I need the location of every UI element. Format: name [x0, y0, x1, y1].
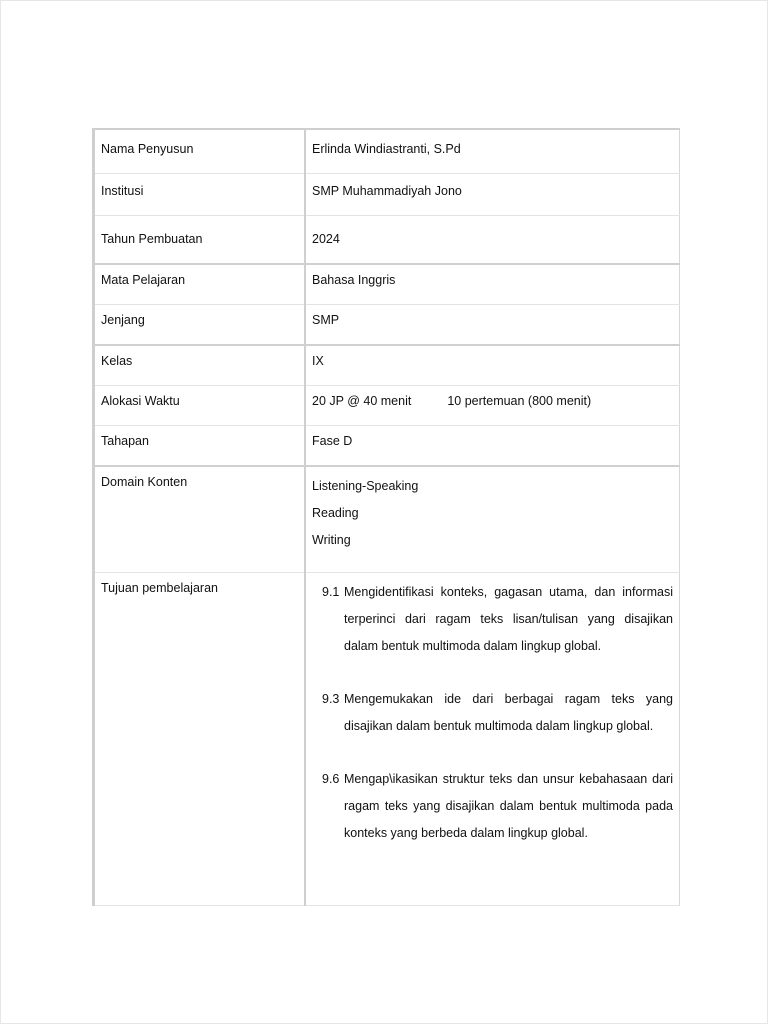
table-row — [94, 426, 680, 467]
row-value-institusi: SMP Muhammadiyah Jono — [305, 174, 680, 216]
row-value-alokasi-waktu — [305, 386, 680, 426]
table-row — [94, 216, 680, 265]
domain-item-reading: Reading — [312, 506, 359, 520]
row-label-tujuan-pembelajaran: Tujuan pembelajaran — [94, 573, 306, 906]
objective-text: Mengidentifikasi konteks, gagasan utama, dan informasi terperinci dari ragam teks lisan/tulisan yang disajikan dalam bentuk multimoda dalam lingkup global. — [344, 585, 673, 653]
table-row — [94, 466, 680, 573]
row-label-domain-konten: Domain Konten — [94, 466, 306, 573]
row-label-alokasi-waktu: Alokasi Waktu — [94, 386, 306, 426]
table-row — [94, 129, 680, 174]
row-value-mata-pelajaran: Bahasa Inggris — [305, 264, 680, 305]
objective-number: 9.6 — [322, 772, 340, 786]
row-label-kelas: Kelas — [94, 345, 306, 386]
row-label-tahun-pembuatan: Tahun Pembuatan — [94, 216, 306, 265]
objective-item — [312, 579, 673, 660]
table-row — [94, 174, 680, 216]
alokasi-jp: 20 JP @ 40 menit — [312, 394, 412, 408]
row-value-kelas: IX — [305, 345, 680, 386]
row-value-nama-penyusun: Erlinda Windiastranti, S.Pd — [305, 129, 680, 174]
objective-item — [312, 766, 673, 847]
domain-item-writing: Writing — [312, 533, 351, 547]
row-value-jenjang: SMP — [305, 305, 680, 346]
table-row — [94, 573, 680, 906]
domain-item-listening-speaking: Listening-Speaking — [312, 479, 419, 493]
row-value-tahapan: Fase D — [305, 426, 680, 467]
domain-konten-list — [305, 466, 680, 573]
objective-number: 9.3 — [322, 692, 340, 706]
alokasi-pertemuan: 10 pertemuan (800 menit) — [447, 394, 592, 408]
objective-number: 9.1 — [322, 585, 340, 599]
table-row — [94, 386, 680, 426]
row-label-jenjang: Jenjang — [94, 305, 306, 346]
objective-item — [312, 686, 673, 740]
row-label-nama-penyusun: Nama Penyusun — [94, 129, 306, 174]
objectives-list — [305, 573, 680, 906]
row-label-institusi: Institusi — [94, 174, 306, 216]
lesson-info-table — [92, 128, 680, 906]
row-label-tahapan: Tahapan — [94, 426, 306, 467]
row-label-mata-pelajaran: Mata Pelajaran — [94, 264, 306, 305]
objective-text: Mengemukakan ide dari berbagai ragam teks yang disajikan dalam bentuk multimoda dalam lingkup global. — [344, 692, 673, 733]
table-row — [94, 305, 680, 346]
objective-text: Mengap\ikasikan struktur teks dan unsur kebahasaan dari ragam teks yang disajikan dalam bentuk multimoda pada konteks yang berbeda dalam lingkup global. — [344, 772, 673, 840]
table-row — [94, 264, 680, 305]
row-value-tahun-pembuatan: 2024 — [305, 216, 680, 265]
table-row — [94, 345, 680, 386]
